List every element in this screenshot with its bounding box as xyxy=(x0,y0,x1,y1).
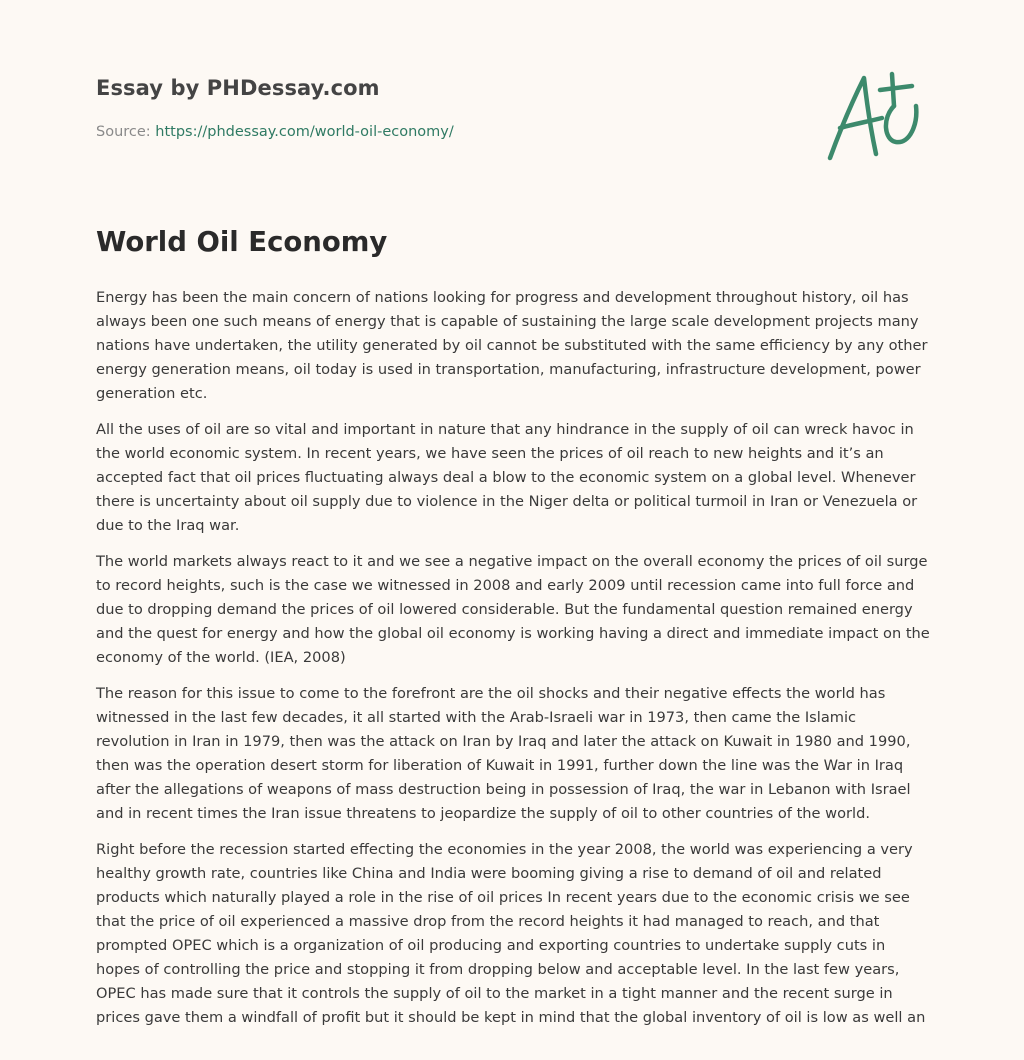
essay-paragraph: The world markets always react to it and we see a negative impact on the overall economy the prices of oil surge to record heights, such is the case we witnessed in 2008 and early 2009 until recession came into full force and due to dropping demand the prices of oil lowered considerable. But the fundamental question remained energy and the quest for energy and how the global oil economy is working having a direct and immediate impact on the economy of the world. (IEA, 2008) xyxy=(96,553,930,666)
essay-paragraph: The reason for this issue to come to the forefront are the oil shocks and their negative effects the world has witnessed in the last few decades, it all started with the Arab-Israeli war in 1973, then came the Islamic revolution in Iran in 1979, then was the attack on Iran by Iraq and later the attack on Kuwait in 1980 and 1990, then was the operation desert storm for liberation of Kuwait in 1991, further down the line was the War in Iraq after the allegations of weapons of mass destruction being in possession of Iraq, the war in Lebanon with Israel and in recent times the Iran issue threatens to jeopardize the supply of oil to other countries of the world. xyxy=(96,685,911,822)
site-brand: Essay by PHDessay.com xyxy=(96,76,380,100)
source-label: Source: xyxy=(96,124,151,140)
essay-title: World Oil Economy xyxy=(96,226,388,258)
a-plus-grade-icon xyxy=(820,66,930,166)
essay-paragraph: Right before the recession started effecting the economies in the year 2008, the world was experiencing a very healthy growth rate, countries like China and India were booming giving a rise to demand of oil and related products which naturally played a role in the rise of oil prices In recent years due to the economic crisis we see that the price of oil experienced a massive drop from the record heights it had managed to reach, and that prompted OPEC which is a organization of oil producing and exporting countries to undertake supply cuts in hopes of controlling the price and stopping it from dropping below and acceptable level. In the last few years, OPEC has made sure that it controls the supply of oil to the market in a tight manner and the recent surge in prices gave them a windfall of profit but it should be kept in mind that the global inventory of oil is low as well an xyxy=(96,841,926,1026)
source-line xyxy=(96,124,454,140)
essay-paragraph: All the uses of oil are so vital and important in nature that any hindrance in the supply of oil can wreck havoc in the world economic system. In recent years, we have seen the prices of oil reach to new heights and it’s an accepted fact that oil prices fluctuating always deal a blow to the economic system on a global level. Whenever there is uncertainty about oil supply due to violence in the Niger delta or political turmoil in Iran or Venezuela or due to the Iraq war. xyxy=(96,421,918,534)
essay-body xyxy=(96,286,932,1042)
source-link[interactable]: https://phdessay.com/world-oil-economy/ xyxy=(155,124,454,140)
essay-paragraph: Energy has been the main concern of nations looking for progress and development throughout history, oil has always been one such means of energy that is capable of sustaining the large scale development projects many nations have undertaken, the utility generated by oil cannot be substituted with the same efficiency by any other energy generation means, oil today is used in transportation, manufacturing, infrastructure development, power generation etc. xyxy=(96,289,928,402)
